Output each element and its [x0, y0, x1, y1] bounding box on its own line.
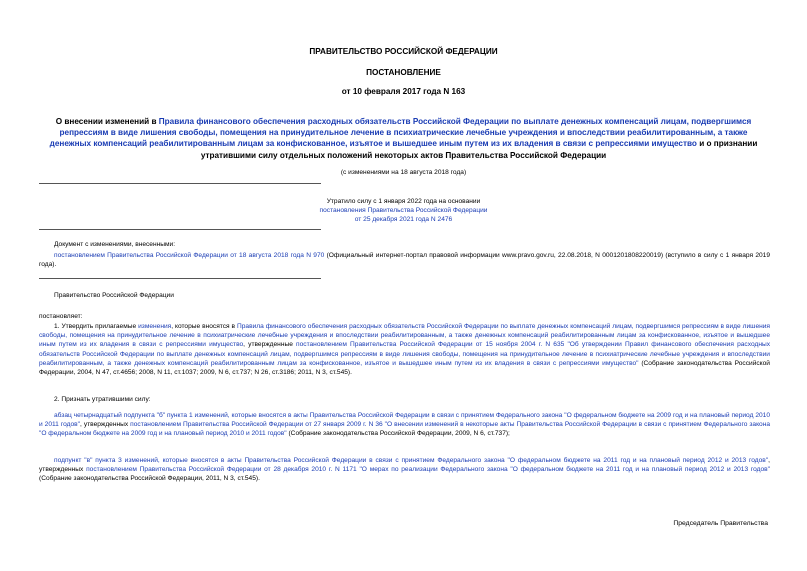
title-text-end: и о признании утратившими силу отдельных положений некоторых актов Правительства Российской Федерации [200, 139, 758, 160]
item-1-text-b: , которые вносятся в [171, 323, 237, 330]
government-heading: ПРАВИТЕЛЬСТВО РОССИЙСКОЙ ФЕДЕРАЦИИ [309, 47, 498, 56]
changes-link[interactable]: постановлением Правительства Российской Федерации от 18 августа 2018 года N 970 [54, 252, 325, 259]
item-2-heading: 2. Признать утратившими силу: [54, 396, 151, 403]
title-rules-link[interactable]: Правила финансового обеспечения расходных обязательств Российской Федерации по выплате денежных компенсаций лицам, подвергшимся репрессиям в виде лишения свободы, помещения на принудительное лечение в психиатрические лечебные учреждения и впоследствии реабилитированным, а также денежных компенсаций реабилитированным лицам за конфискованное, изъятое и вышедшее иным путем из их владения в связи с репрессиями имущество [49, 117, 752, 149]
resolves-text: постановляет: [39, 313, 83, 320]
edition-note: (с изменениями на 18 августа 2018 года) [340, 169, 467, 176]
item-2a-link[interactable]: абзац четырнадцатый подпункта "б" пункта 1 изменений, которые вносятся в акты Правительства Российской Федерации в связи с принятием Федерального закона "О федеральном бюджете на 2009 год и на плановый период 2010 и 2011 годов" [39, 412, 770, 429]
item-1-text-c: , утвержденные [243, 341, 297, 349]
expiry-line: Утратило силу с 1 января 2022 года на основании [326, 198, 481, 205]
item-1-paragraph [39, 322, 770, 377]
item-2a-text-b: (Собрание законодательства Российской Федерации, 2009, N 6, ст.737); [286, 430, 510, 438]
item-1-text-d: (Собрание законодательства Российской Федерации, 2004, N 47, ст.4656; 2008, N 11, ст.1037; 2009, N 6, ст.737; N 26, ст.3186; 2011, N 3, ст.545). [39, 359, 770, 377]
item-1-resolution-link[interactable]: постановлением Правительства Российской Федерации от 15 ноября 2004 г. N 635 "Об утверждении Правил финансового обеспечения расходных обязательств Российской Федерации по выплате денежных компенсаций лицам, подвергшимся репрессиям в виде лишения свободы, помещения на принудительное лечение в психиатрические лечебные учреждения и впоследствии реабилитированным, а также денежных компенсаций реабилитированным лицам за конфискованное, изъятое и вышедшее иным путем из их владения в связи с репрессиями имущество" [39, 341, 770, 367]
item-1-text-a: 1. Утвердить прилагаемые [54, 323, 139, 330]
item-2b-link[interactable]: подпункт "в" пункта 3 изменений, которые вносятся в акты Правительства Российской Федерации в связи с принятием Федерального закона "О федеральном бюджете на 2011 год и на плановый период 2012 и 2013 годов" [54, 457, 769, 464]
document-type: ПОСТАНОВЛЕНИЕ [366, 68, 441, 77]
signature-line: Председатель Правительства [673, 520, 768, 527]
item-2a-resolution-link[interactable]: постановлением Правительства Российской Федерации от 27 января 2009 г. N 36 "О внесении изменений в некоторые акты Правительства Российской Федерации в связи с принятием Федерального закона "О федеральном бюджете на 2009 год и на плановый период 2010 и 2011 годов" [39, 421, 771, 438]
item-2a-text-a: , утвержденных [80, 421, 131, 429]
divider [39, 229, 321, 230]
expiry-link-1[interactable]: постановления Правительства Российской Федерации [319, 207, 488, 214]
item-2a-paragraph [39, 411, 770, 439]
item-2b-text-a: , утвержденных [39, 457, 770, 474]
item-2b-paragraph [39, 456, 770, 484]
item-1-rules-link[interactable]: Правила финансового обеспечения расходных обязательств Российской Федерации по выплате денежных компенсаций лицам, подвергшимся репрессиям в виде лишения свободы, помещения на принудительное лечение в психиатрические лечебные учреждения и впоследствии реабилитированным, а также денежных компенсаций реабилитированным лицам за конфискованное, изъятое и вышедшее иным путем из их владения в связи с репрессиями имущество [39, 323, 771, 349]
item-1-changes-link[interactable]: изменения [138, 323, 172, 330]
item-2b-text-b: (Собрание законодательства Российской Федерации, 2011, N 3, ст.545). [39, 475, 260, 483]
item-2b-resolution-link[interactable]: постановлением Правительства Российской Федерации от 28 декабря 2010 г. N 1171 "О мерах по реализации Федерального закона "О федеральном бюджете на 2011 год и на плановый период 2012 и 2013 годов" [86, 466, 770, 474]
expiry-link-2[interactable]: от 25 декабря 2021 года N 2476 [354, 216, 453, 223]
divider [39, 183, 321, 184]
document-title [38, 116, 769, 161]
changes-text: (Официальный интернет-портал правовой информации www.pravo.gov.ru, 22.08.2018, N 0001201808220019) (вступило в силу с 1 января 2019 года). [39, 252, 770, 269]
divider [39, 278, 321, 279]
document-date-number: от 10 февраля 2017 года N 163 [341, 87, 466, 96]
changes-label: Документ с изменениями, внесенными: [54, 241, 176, 248]
title-text-start: О внесении изменений в [55, 117, 159, 126]
changes-paragraph [39, 251, 770, 269]
government-rf: Правительство Российской Федерации [54, 292, 174, 299]
